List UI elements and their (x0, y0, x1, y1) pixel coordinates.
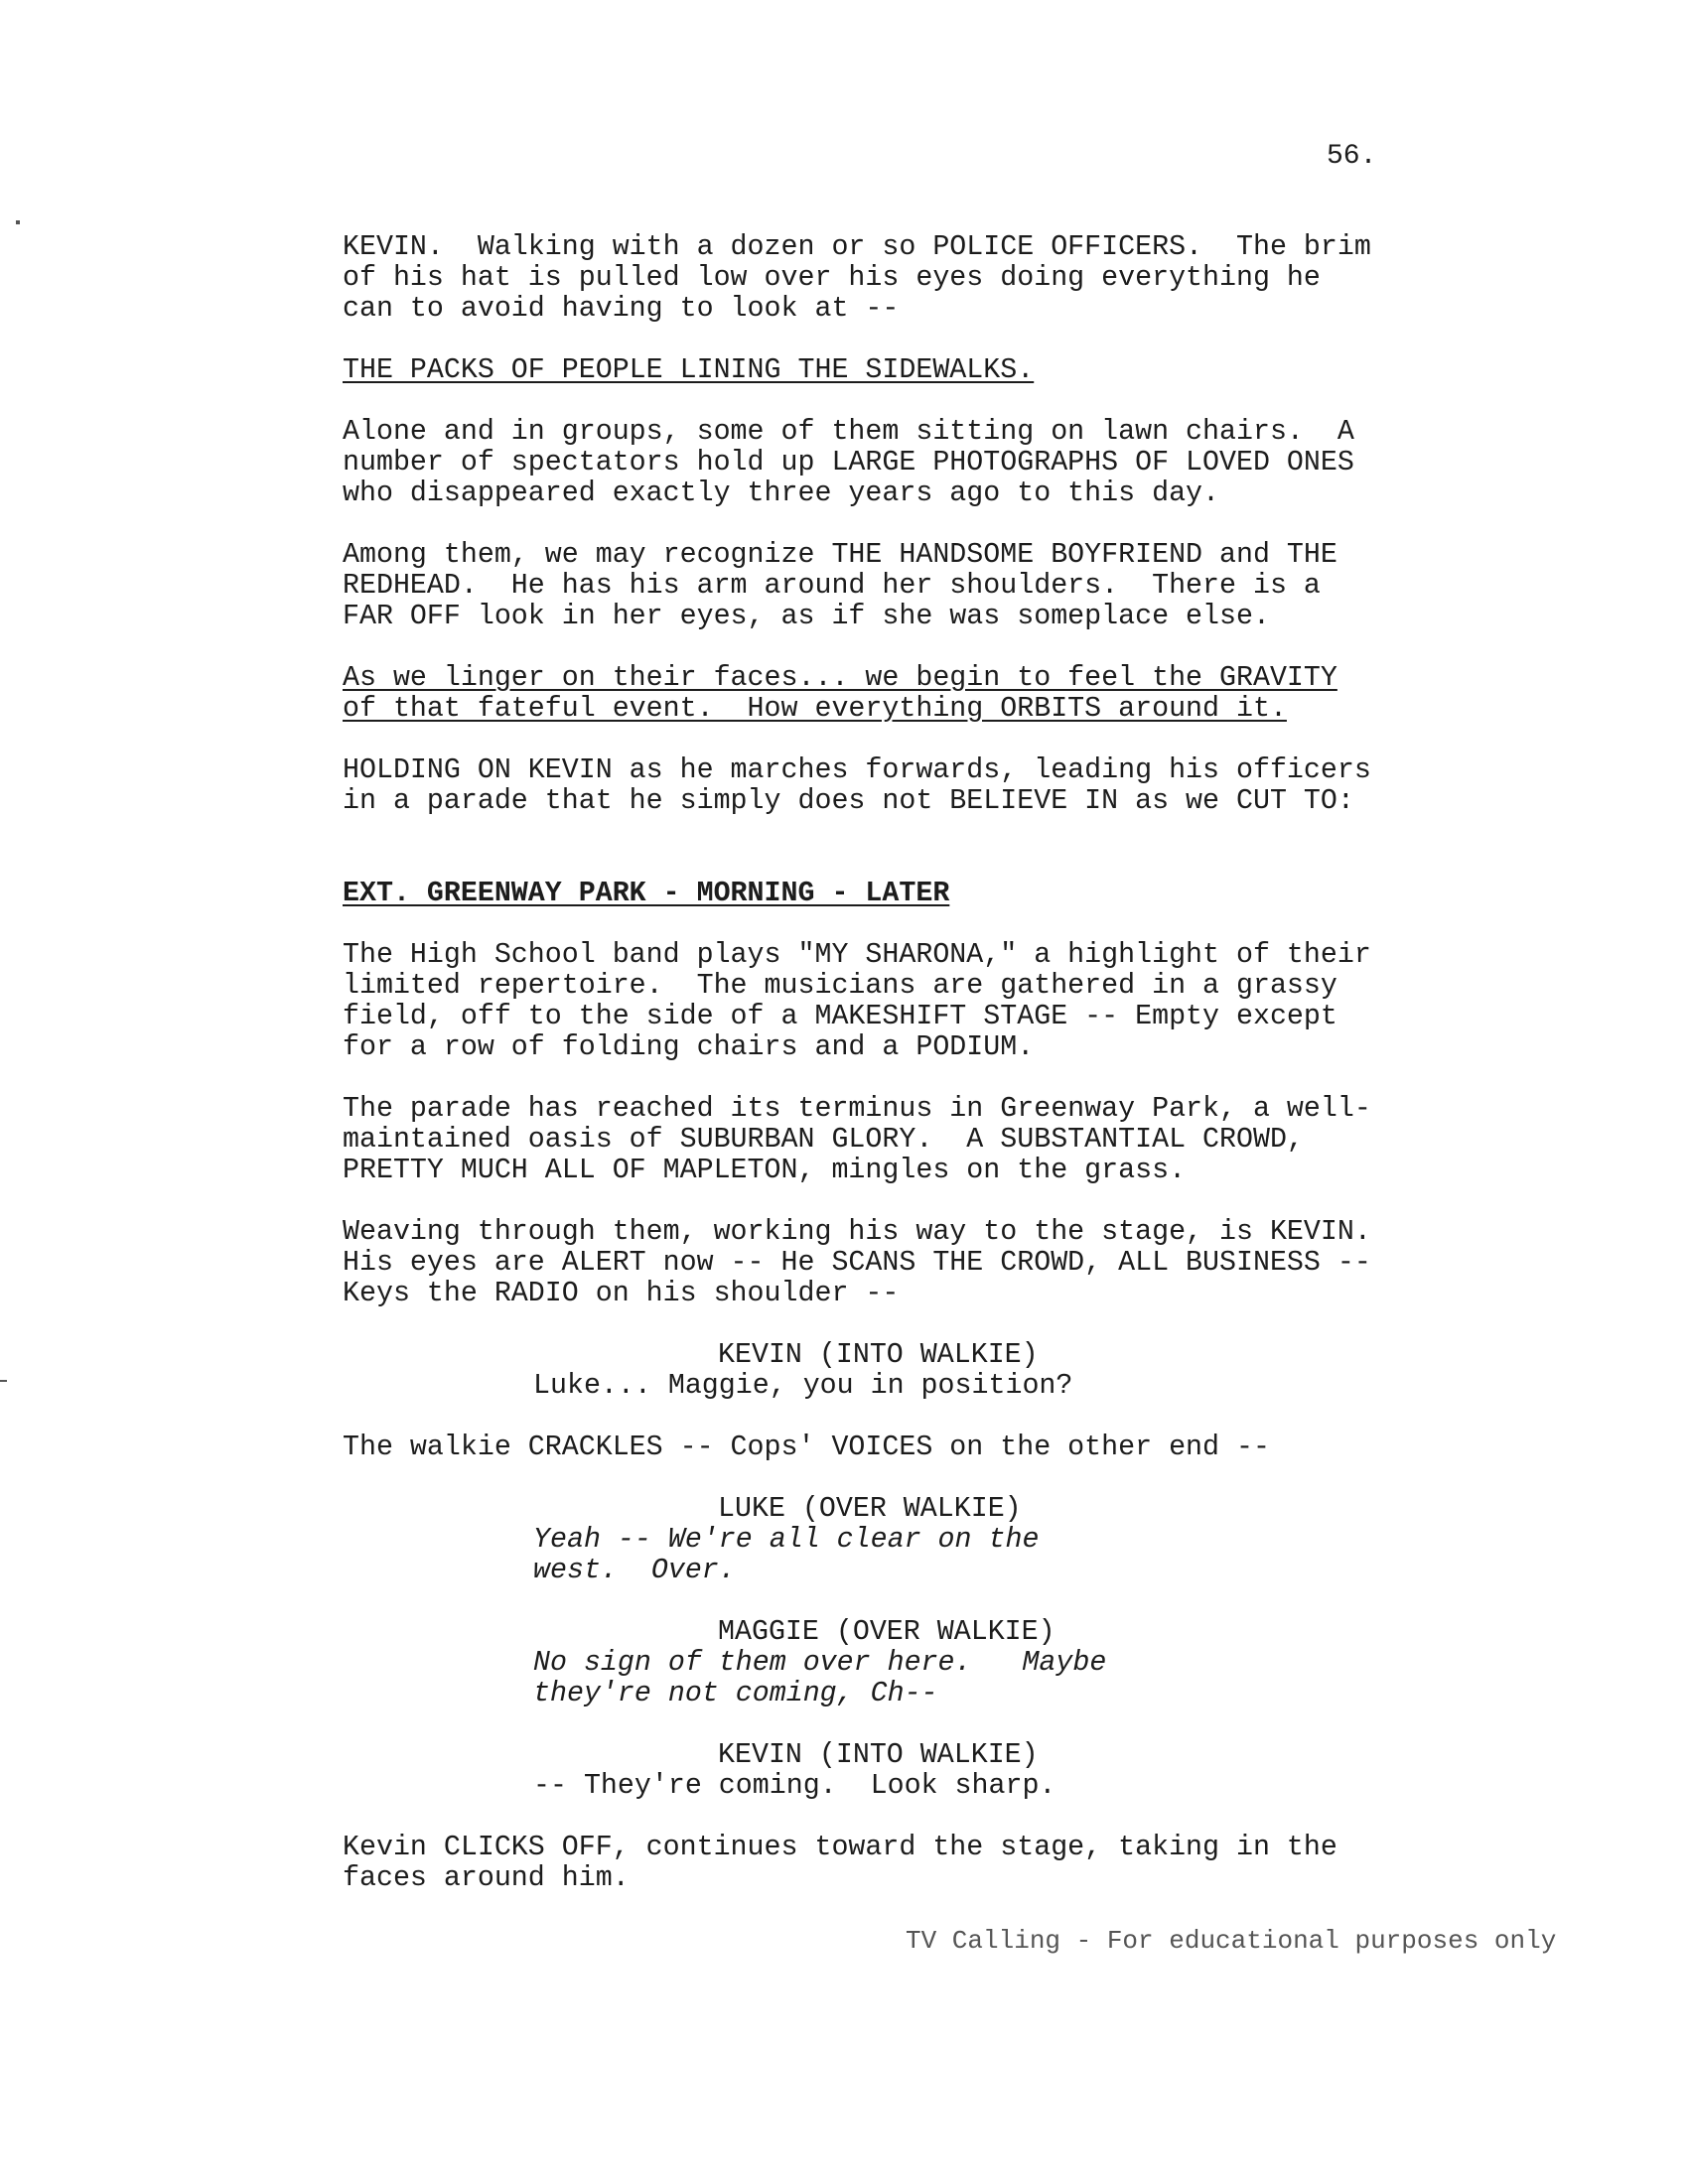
scan-mark (16, 220, 20, 224)
action-paragraph: Among them, we may recognize THE HANDSOME BOYFRIEND and THE REDHEAD. He has his arm around her shoulders. There is a FAR OFF look in her eyes, as if she was someplace else. (343, 539, 1337, 632)
dialogue-line: Luke... Maggie, you in position? (533, 1370, 1073, 1402)
page-number: 56. (1327, 141, 1377, 172)
dialogue-line: Yeah -- We're all clear on the (533, 1524, 1040, 1556)
watermark: TV Calling - For educational purposes only (906, 1926, 1557, 1956)
action-paragraph: The walkie CRACKLES -- Cops' VOICES on the other end -- (343, 1432, 1270, 1463)
dialogue-block (343, 1340, 1465, 1402)
dialogue-line: -- They're coming. Look sharp. (533, 1770, 1056, 1802)
action-paragraph: Alone and in groups, some of them sitting on lawn chairs. A number of spectators hold up LARGE PHOTOGRAPHS OF LOVED ONES who disappeared exactly three years ago to this day. (343, 416, 1354, 509)
dialogue-block (343, 1617, 1465, 1709)
action-paragraph: The High School band plays "MY SHARONA," a highlight of their limited repertoire. The musicians are gathered in a grassy field, off to the side of a MAKESHIFT STAGE -- Empty except for a row of folding chairs and a PODIUM. (343, 939, 1371, 1063)
character-cue: KEVIN (INTO WALKIE) (718, 1339, 1039, 1371)
dialogue-line: west. Over. (533, 1555, 736, 1586)
dialogue-line: No sign of them over here. Maybe (533, 1647, 1107, 1679)
action-paragraph: Kevin CLICKS OFF, continues toward the stage, taking in the faces around him. (343, 1832, 1337, 1894)
action-paragraph: KEVIN. Walking with a dozen or so POLICE OFFICERS. The brim of his hat is pulled low over his eyes doing everything he can to avoid having to look at -- (343, 231, 1371, 325)
dialogue-line: they're not coming, Ch-- (533, 1678, 938, 1709)
character-cue: MAGGIE (OVER WALKIE) (718, 1616, 1055, 1648)
character-cue: LUKE (OVER WALKIE) (718, 1493, 1022, 1525)
dialogue-block (343, 1494, 1465, 1586)
action-paragraph: As we linger on their faces... we begin to feel the GRAVITY of that fateful event. How everything ORBITS around it. (343, 662, 1337, 725)
screenplay-body (343, 232, 1465, 1925)
action-paragraph: HOLDING ON KEVIN as he marches forwards, leading his officers in a parade that he simply does not BELIEVE IN as we CUT TO: (343, 754, 1371, 817)
scene-heading: EXT. GREENWAY PARK - MORNING - LATER (343, 878, 950, 909)
scan-mark (0, 1380, 7, 1382)
dialogue-block (343, 1740, 1465, 1802)
action-paragraph: THE PACKS OF PEOPLE LINING THE SIDEWALKS. (343, 354, 1035, 386)
character-cue: KEVIN (INTO WALKIE) (718, 1739, 1039, 1771)
action-paragraph: Weaving through them, working his way to the stage, is KEVIN. His eyes are ALERT now -- He SCANS THE CROWD, ALL BUSINESS -- Keys the RADIO on his shoulder -- (343, 1216, 1371, 1309)
action-paragraph: The parade has reached its terminus in Greenway Park, a well- maintained oasis of SUBURBAN GLORY. A SUBSTANTIAL CROWD, PRETTY MUCH ALL OF MAPLETON, mingles on the grass. (343, 1093, 1371, 1186)
